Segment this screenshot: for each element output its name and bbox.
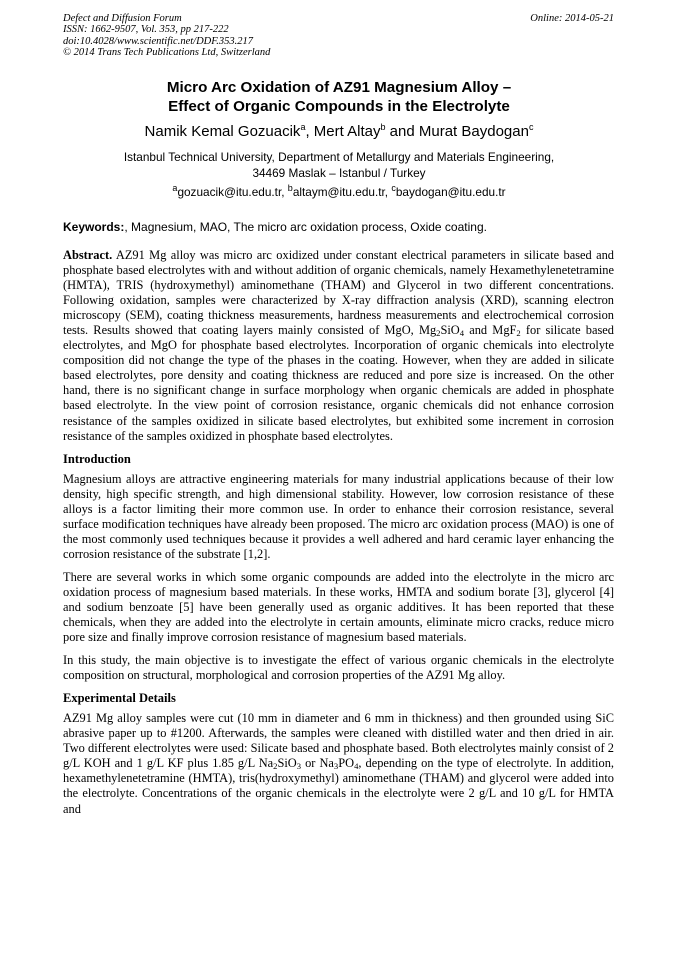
doi-line: doi:10.4028/www.scientific.net/DDF.353.217 (63, 35, 254, 47)
email-separator: , (281, 185, 288, 199)
experimental-text: or Na (301, 756, 334, 771)
email-mark: a (172, 183, 178, 194)
abstract-text: SiO (440, 323, 460, 338)
subscript: 2 (516, 328, 521, 339)
email-separator: , (384, 185, 392, 199)
author-list (60, 123, 618, 141)
introduction-paragraph-2: There are several works in which some organic compounds are added into the electrolyte in the micro arc oxidation process of magnesium based materials. In these works, HMTA and sodium borate [3], glycerol [4] and sodium benzoate [5] have been generally used as organic additives. It has been reported that these chemicals, when they are added into the electrolyte in certain amounts, eliminate micro cracks, reduce micro pore size and finally improve corrosion resistance of magnesium based materials. (63, 569, 614, 645)
email-list (60, 185, 618, 199)
author-name: Mert Altay (313, 123, 381, 140)
title-line-2: Effect of Organic Compounds in the Electrolyte (168, 97, 510, 115)
author-name: Namik Kemal Gozuacik (144, 123, 301, 140)
experimental-text: AZ91 Mg alloy samples were cut (10 mm in diameter and 6 mm in thickness) and then grounded using SiC abrasive paper up to #1200. Afterwards, the samples were cleaned with distilled water and then dried in air. Two different electrolytes were used: Silicate based and phosphate based. Both electrolytes mainly consist of 2 g/L KOH and 1 g/L KF plus 1.85 g/L Na (63, 711, 614, 771)
email-mark: c (391, 183, 396, 194)
author-affiliation-mark: c (528, 122, 534, 132)
experimental-text: PO (338, 756, 355, 771)
email-address[interactable]: baydogan@itu.edu.tr (395, 185, 506, 199)
abstract-paragraph (63, 248, 614, 444)
journal-name: Defect and Diffusion Forum (63, 13, 182, 24)
introduction-paragraph-1: Magnesium alloys are attractive engineering materials for many industrial applications because of their low density, high specific strength, and high dimensional stability. However, low corrosion resistance of these alloys is a factor limiting their more common use. In order to enhance their corrosion resistance, several surface modification techniques have already been proposed. The micro arc oxidation process (MAO) is one of the most commonly used techniques because it provides a well adhered and hard ceramic layer enhancing the corrosion resistance of the substrate [1,2]. (63, 471, 614, 561)
introduction-heading: Introduction (63, 451, 131, 466)
email-address[interactable]: altaym@itu.edu.tr (292, 185, 385, 199)
email-mark: b (287, 183, 293, 194)
abstract-text: for silicate based electrolytes, and MgO for phosphate based electrolytes. Incorporation of organic chemicals into electrolyte composition did not change the type of the phases in the coating. However, when they are added in silicate based electrolytes, pore density and coating thickness are reduced and pore size is increased. On the other hand, there is no significant change in surface morphology when organic chemicals are added in phosphate based electrolyte. In the view point of corrosion resistance, organic chemicals did not enhance corrosion resistance of the samples oxidized in silicate based electrolytes, but exhibited some increment in corrosion resistance of the samples oxidized in phosphate based electrolytes. (63, 323, 614, 443)
title-line-1: Micro Arc Oxidation of AZ91 Magnesium Alloy – (166, 79, 512, 96)
author-name: Murat Baydogan (418, 123, 529, 140)
subscript: 3 (296, 761, 302, 772)
affiliation (60, 150, 618, 181)
journal-header (63, 13, 270, 59)
experimental-text: SiO (277, 756, 297, 771)
issn-line: ISSN: 1662-9507, Vol. 353, pp 217-222 (63, 24, 229, 36)
keywords-label: Keywords: (63, 220, 125, 234)
abstract-label: Abstract. (63, 248, 113, 262)
keywords-text: , Magnesium, MAO, The micro arc oxidation process, Oxide coating. (124, 220, 487, 234)
abstract-text: and MgF (464, 323, 517, 338)
online-date: Online: 2014-05-21 (530, 13, 614, 24)
experimental-text: , depending on the type of electrolyte. In addition, hexamethylenetetramine (HMTA), tris(hydroxymethyl) aminomethane (THAM) and glycerol were added into the electrolyte. Concentrations of the organic chemicals in the electrolyte were 2 g/L and 10 g/L for HMTA and (63, 756, 614, 816)
author-affiliation-mark: a (300, 122, 306, 132)
experimental-heading: Experimental Details (63, 691, 176, 706)
email-address[interactable]: gozuacik@itu.edu.tr (177, 185, 282, 199)
affiliation-line-2: 34469 Maslak – Istanbul / Turkey (252, 165, 426, 180)
introduction-paragraph-3: In this study, the main objective is to investigate the effect of various organic chemicals in the electrolyte composition on structural, morphological and corrosion properties of the AZ91 Mg alloy. (63, 653, 614, 683)
abstract-text: AZ91 Mg alloy was micro arc oxidized under constant electrical parameters in silicate based and phosphate based electrolytes with and without addition of organic chemicals, namely Hexamethylenetetramine (HMTA), TRIS (hydroxymethyl) aminomethane (THAM) and Glycerol in two different concentrations. Following oxidation, samples were characterized by X-ray diffraction analysis (XRD), scanning electron microscopy (SEM), coating thickness measurements, hardness measurements and electrochemical corrosion tests. Results showed that coating layers mainly consisted of MgO, Mg (63, 248, 614, 338)
author-affiliation-mark: b (380, 122, 386, 132)
subscript: 3 (333, 761, 339, 772)
affiliation-line-1: Istanbul Technical University, Department of Metallurgy and Materials Engineering, (123, 150, 555, 164)
author-separator: and (385, 123, 419, 140)
subscript: 2 (273, 761, 278, 772)
subscript: 4 (354, 761, 359, 772)
keywords (63, 219, 615, 235)
paper-body (63, 248, 614, 825)
paper-title (60, 79, 618, 116)
copyright-line: © 2014 Trans Tech Publications Ltd, Switzerland (63, 47, 271, 59)
author-separator: , (305, 123, 314, 140)
subscript: 4 (459, 328, 465, 339)
subscript: 2 (436, 328, 441, 339)
experimental-paragraph (63, 711, 614, 816)
